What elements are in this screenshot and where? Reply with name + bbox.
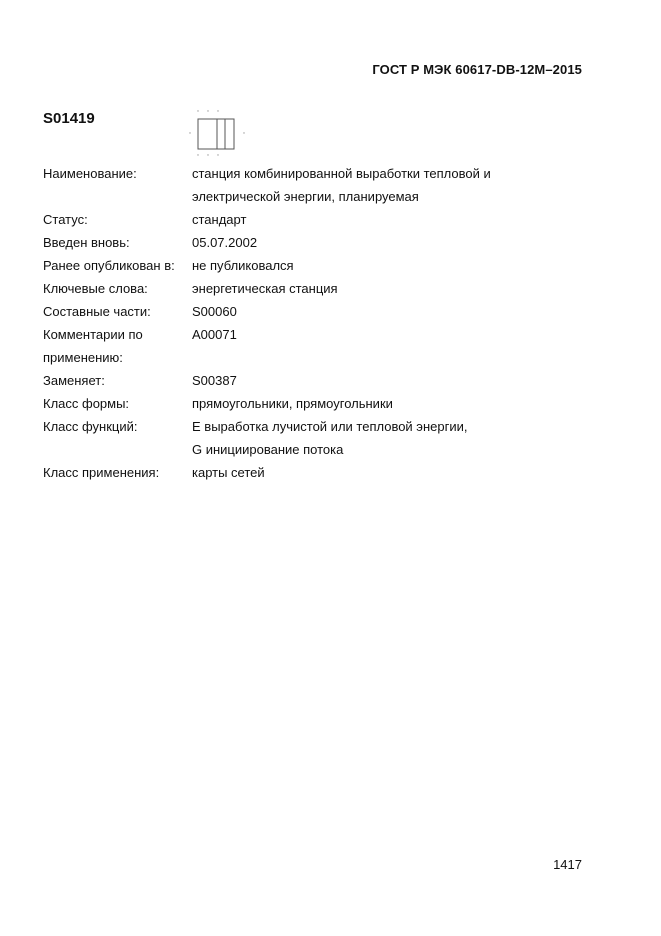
field-label: Класс функций: bbox=[43, 419, 138, 434]
field-introduced bbox=[43, 231, 583, 254]
field-published bbox=[43, 254, 583, 277]
field-value-line: станция комбинированной выработки тепловой и bbox=[192, 166, 491, 181]
field-label: Составные части: bbox=[43, 304, 151, 319]
field-value bbox=[192, 415, 583, 461]
field-value: прямоугольники, прямоугольники bbox=[192, 396, 393, 411]
symbol-code: S01419 bbox=[43, 110, 95, 127]
field-label: Наименование: bbox=[43, 166, 137, 181]
field-label-line: применению: bbox=[43, 350, 123, 365]
field-value: энергетическая станция bbox=[192, 281, 338, 296]
field-value-line: E выработка лучистой или тепловой энергии, bbox=[192, 419, 468, 434]
field-form-class bbox=[43, 392, 583, 415]
field-value: S00060 bbox=[192, 304, 237, 319]
field-value-line: G инициирование потока bbox=[192, 442, 344, 457]
field-value: 05.07.2002 bbox=[192, 235, 258, 250]
symbol-attributes bbox=[43, 162, 583, 484]
page-number: 1417 bbox=[553, 857, 582, 872]
field-label: Введен вновь: bbox=[43, 235, 130, 250]
field-value: A00071 bbox=[192, 327, 237, 342]
field-value bbox=[192, 162, 583, 208]
field-label: Ключевые слова: bbox=[43, 281, 148, 296]
field-label-line: Комментарии по bbox=[43, 327, 143, 342]
field-status bbox=[43, 208, 583, 231]
field-value: S00387 bbox=[192, 373, 237, 388]
field-label: Ранее опубликован в: bbox=[43, 258, 175, 273]
field-parts bbox=[43, 300, 583, 323]
document-header: ГОСТ Р МЭК 60617-DB-12M–2015 bbox=[372, 62, 582, 77]
power-station-symbol bbox=[188, 107, 248, 159]
field-label: Класс формы: bbox=[43, 396, 130, 411]
field-label: Класс применения: bbox=[43, 465, 160, 480]
field-value-line: электрической энергии, планируемая bbox=[192, 189, 419, 204]
field-application-class bbox=[43, 461, 583, 484]
field-value: карты сетей bbox=[192, 465, 265, 480]
field-value: стандарт bbox=[192, 212, 247, 227]
field-label: Статус: bbox=[43, 212, 88, 227]
field-comments bbox=[43, 323, 583, 369]
field-replaces bbox=[43, 369, 583, 392]
field-function-class bbox=[43, 415, 583, 461]
field-label bbox=[43, 323, 192, 369]
symbol-outer-rect bbox=[198, 119, 234, 149]
field-label: Заменяет: bbox=[43, 373, 105, 388]
field-value: не публиковался bbox=[192, 258, 294, 273]
field-keywords bbox=[43, 277, 583, 300]
field-name bbox=[43, 162, 583, 208]
